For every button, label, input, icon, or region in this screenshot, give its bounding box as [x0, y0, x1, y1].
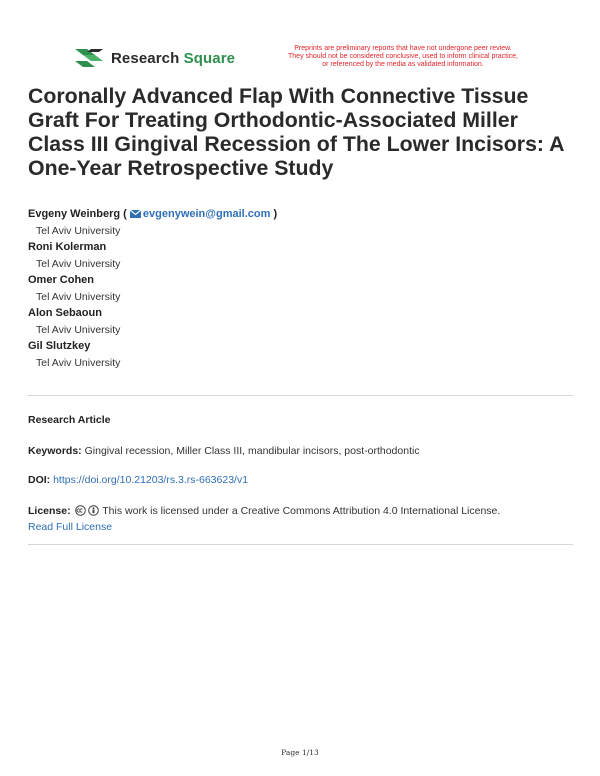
read-full-license-link[interactable]: Read Full License: [28, 521, 113, 533]
doi-link[interactable]: https://doi.org/10.21203/rs.3.rs-663623/v1: [53, 474, 249, 486]
attribution-icon: [88, 505, 99, 516]
author-affiliation: Tel Aviv University: [36, 324, 121, 336]
author-email-link[interactable]: evgenywein@gmail.com: [142, 208, 271, 220]
author-affiliation: Tel Aviv University: [36, 225, 121, 237]
brand-word-research: Research: [111, 49, 180, 67]
author-entry: [28, 339, 568, 372]
author-entry: [28, 240, 568, 273]
author-list: [28, 207, 568, 372]
mail-icon: [130, 210, 141, 218]
doi-label: DOI:: [28, 474, 51, 486]
preprint-disclaimer: [268, 45, 538, 70]
disclaimer-line: Preprints are preliminary reports that have not undergone peer review.: [294, 45, 512, 52]
author-affiliation: Tel Aviv University: [36, 357, 121, 369]
author-name: Evgeny Weinberg: [28, 208, 121, 220]
license-row: [28, 503, 573, 535]
license-label: License:: [28, 505, 71, 517]
research-square-logo-icon: [75, 47, 103, 69]
author-entry: [28, 207, 568, 240]
keywords-value: Gingival recession, Miller Class III, mandibular incisors, post-orthodontic: [84, 445, 420, 457]
disclaimer-line: They should not be considered conclusive, used to inform clinical practice,: [288, 53, 518, 61]
creative-commons-icon: [75, 505, 86, 516]
author-affiliation: Tel Aviv University: [36, 291, 121, 303]
author-email-wrapper: ( evgenywein@gmail.com ): [123, 208, 278, 220]
research-square-logo[interactable]: [75, 47, 235, 69]
keywords-row: [28, 445, 573, 457]
divider: [28, 544, 573, 545]
author-name: Roni Kolerman: [28, 241, 107, 253]
disclaimer-line: or referenced by the media as validated information.: [322, 61, 484, 69]
brand-word-square: Square: [183, 49, 236, 67]
brand-name: [111, 50, 235, 67]
author-name: Omer Cohen: [28, 274, 95, 286]
keywords-label: Keywords:: [28, 445, 82, 457]
divider: [28, 395, 573, 396]
paper-title: Coronally Advanced Flap With Connective Tissue Graft For Treating Orthodontic-Associated Miller Class III Gingival Recession of The Lower Incisors: A One-Year Retrospective Study: [28, 84, 564, 180]
doi-row: [28, 474, 573, 486]
page-number: Page 1/13: [281, 748, 319, 757]
author-name: Alon Sebaoun: [28, 307, 102, 319]
author-affiliation: Tel Aviv University: [36, 258, 121, 270]
author-entry: [28, 306, 568, 339]
article-type: Research Article: [28, 414, 111, 426]
license-text: This work is licensed under a Creative Commons Attribution 4.0 International License.: [102, 505, 501, 517]
author-name: Gil Slutzkey: [28, 340, 91, 352]
author-entry: [28, 273, 568, 306]
